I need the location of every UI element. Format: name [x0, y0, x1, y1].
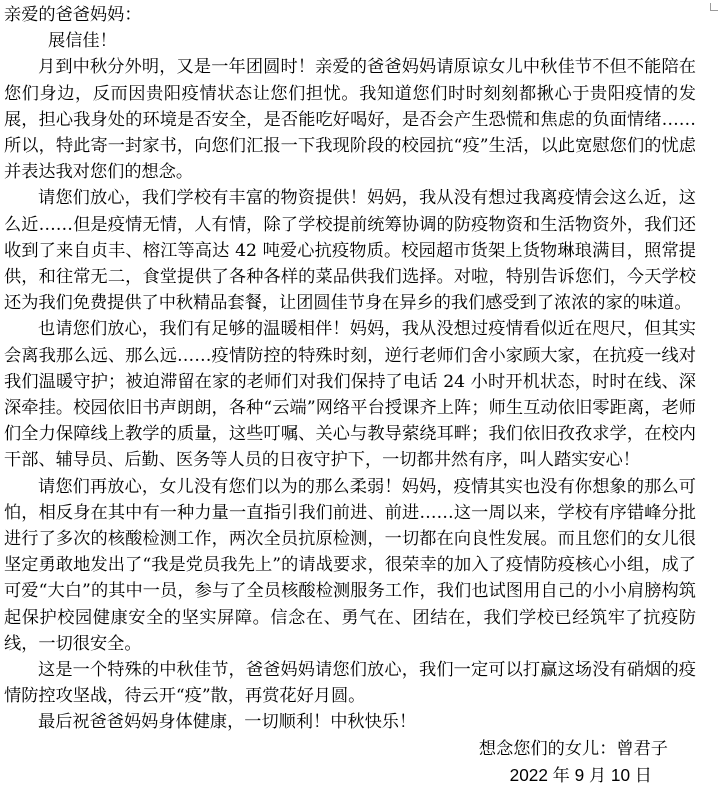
letter-greeting: 展信佳！	[48, 31, 117, 52]
letter-signature: 想念您们的女儿：曾君子	[478, 738, 668, 759]
letter-paragraph-3: 也请您们放心，我们有足够的温暖相伴！妈妈，我从没想过疫情看似近在咫尺，但其实会离我那么远、那么远……疫情防控的特殊时刻，逆行老师们舍小家顾大家，在抗疫一线对我们温暖守护；被迫滞留在家的老师们对我们保持了电话 24 小时开机状态，时时在线、深深牵挂。校园依旧书声朗朗，各种“云端”网络平台授课齐上阵；师生互动依旧零距离，老师们全力保障线上教学的质量，这些叮嘱、关心与教导萦绕耳畔；我们依旧孜孜求学，在校内干部、辅导员、后勤、医务等人员的日夜守护下，一切都井然有序，叫人踏实安心！	[4, 319, 696, 471]
letter-paragraph-4: 请您们再放心，女儿没有您们以为的那么柔弱！妈妈，疫情其实也没有你想象的那么可怕，相反身在其中有一种力量一直指引我们前进、前进……这一周以来，学校有序错峰分批进行了多次的核酸检测工作，两次全员抗原检测，一切都在向良性发展。而且您们的女儿很坚定勇敢地发出了“我是党员我先上”的请战要求，很荣幸的加入了疫情防疫核心小组，成了可爱“大白”的其中一员，参与了全员核酸检测服务工作，我们也试图用自己的小小肩膀构筑起保护校园健康安全的坚实屏障。信念在、勇气在、团结在，我们学校已经筑牢了抗疫防线，一切很安全。	[4, 476, 696, 654]
letter-body	[4, 2, 696, 788]
letter-paragraph-5: 这是一个特殊的中秋佳节，爸爸妈妈请您们放心，我们一定可以打赢这场没有硝烟的疫情防控攻坚战，待云开“疫”散，再赏花好月圆。	[4, 660, 696, 707]
letter-paragraph-1: 月到中秋分外明，又是一年团圆时！亲爱的爸爸妈妈请原谅女儿中秋佳节不但不能陪在您们身边，反而因贵阳疫情状态让您们担忧。我知道您们时时刻刻都揪心于贵阳疫情的发展，担心我身处的环境是否安全，是否能吃好喝好，是否会产生恐慌和焦虑的负面情绪……所以，特此寄一封家书，向您们汇报一下我现阶段的校园抗“疫”生活，以此宽慰您们的忧虑并表达我对您们的想念。	[4, 57, 696, 183]
letter-paragraph-6: 最后祝爸爸妈妈身体健康，一切顺利！中秋快乐！	[38, 712, 417, 733]
letter-paragraph-2: 请您们放心，我们学校有丰富的物资提供！妈妈，我从没有想过我离疫情会这么近，这么近……但是疫情无情，人有情，除了学校提前统筹协调的防疫物资和生活物资外，我们还收到了来自贞丰、榕江等高达 42 吨爱心抗疫物质。校园超市货架上货物琳琅满目，照常提供，和往常无二，食堂提供了各种各样的菜品供我们选择。对啦，特别告诉您们，今天学校还为我们免费提供了中秋精品套餐，让团圆佳节身在异乡的我们感受到了浓浓的家的味道。	[4, 188, 696, 314]
letter-date: 2022 年 9 月 10 日	[509, 764, 652, 785]
letter-salutation: 亲爱的爸爸妈妈：	[4, 5, 142, 25]
page-corner-mark	[710, 3, 718, 11]
